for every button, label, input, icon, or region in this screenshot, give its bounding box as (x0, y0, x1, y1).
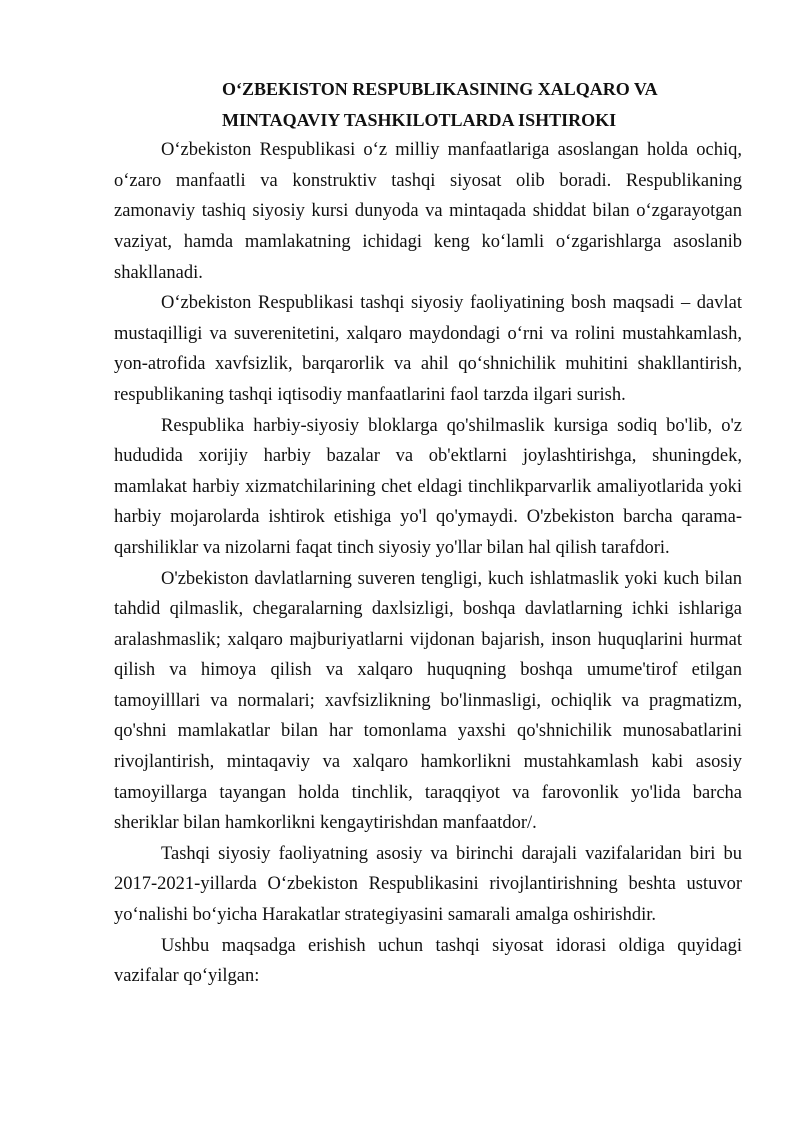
paragraph-2: O‘zbekiston Respublikasi tashqi siyosiy faoliyatining bosh maqsadi – davlat mustaqilligi va suverenitetini, xalqaro maydondagi o‘rni va rolini mustahkamlash, yon-atrofida xavfsizlik, barqarorlik va ahil qo‘shnichilik muhitini shakllantirish, respublikaning tashqi iqtisodiy manfaatlarini faol tarzda ilgari surish. (114, 293, 742, 405)
paragraph-4: O'zbekiston davlatlarning suveren tengligi, kuch ishlatmaslik yoki kuch bilan tahdid qilmaslik, chegaralarning daxlsizligi, boshqa davlatlarning ichki ishlariga aralashmaslik; xalqaro majburiyatlarni vijdonan bajarish, inson huquqlarini hurmat qilish va himoya qilish va xalqaro huquqning boshqa umume'tirof etilgan tamoyilllari va normalari; xavfsizlikning bo'linmasligi, ochiqlik va pragmatizm, qo'shni mamlakatlar bilan har tomonlama yaxshi qo'shnichilik munosabatlarini rivojlantirish, mintaqaviy va xalqaro hamkorlikni mustahkamlash kabi asosiy tamoyillarga tayangan holda tinchlik, taraqqiyot va farovonlik yo'lida barcha sheriklar bilan hamkorlikni kengaytirishdan manfaatdor/. (114, 568, 742, 834)
title-line-1: O‘ZBEKISTON RESPUBLIKASINING XALQARO VA (222, 79, 658, 99)
paragraph-5: Tashqi siyosiy faoliyatning asosiy va birinchi darajali vazifalaridan biri bu 2017-2021-yillarda O‘zbekiston Respublikasini rivojlantirishning beshta ustuvor yo‘nalishi bo‘yicha Harakatlar strategiyasini samarali amalga oshirishdir. (114, 843, 742, 926)
title-line-2: MINTAQAVIY TASHKILOTLARDA ISHTIROKI (222, 109, 617, 130)
paragraph-1: O‘zbekiston Respublikasi o‘z milliy manfaatlariga asoslangan holda ochiq, o‘zaro manfaatli va konstruktiv tashqi siyosat olib boradi. Respublikaning zamonaviy tashiq siyosiy kursi dunyoda va mintaqada shiddat bilan o‘zgarayotgan vaziyat, hamda mamlakatning ichidagi keng ko‘lamli o‘zgarishlarga asoslanib shakllanadi. (114, 140, 742, 283)
paragraph-3: Respublika harbiy-siyosiy bloklarga qo'shilmaslik kursiga sodiq bo'lib, o'z hududida xorijiy harbiy bazalar va ob'ektlarni joylashtirishga, shuningdek, mamlakat harbiy xizmatchilarining chet eldagi tinchlikparvarlik amaliyotlarida yoki harbiy mojarolarda ishtirok etishiga yo'l qo'ymaydi. O'zbekiston barcha qarama-qarshiliklar va nizolarni faqat tinch siyosiy yo'llar bilan hal qilish tarafdori. (114, 415, 742, 558)
document-title (114, 74, 742, 135)
paragraph-6: Ushbu maqsadga erishish uchun tashqi siyosat idorasi oldiga quyidagi vazifalar qo‘yilgan: (114, 935, 742, 987)
document-page (114, 74, 742, 992)
